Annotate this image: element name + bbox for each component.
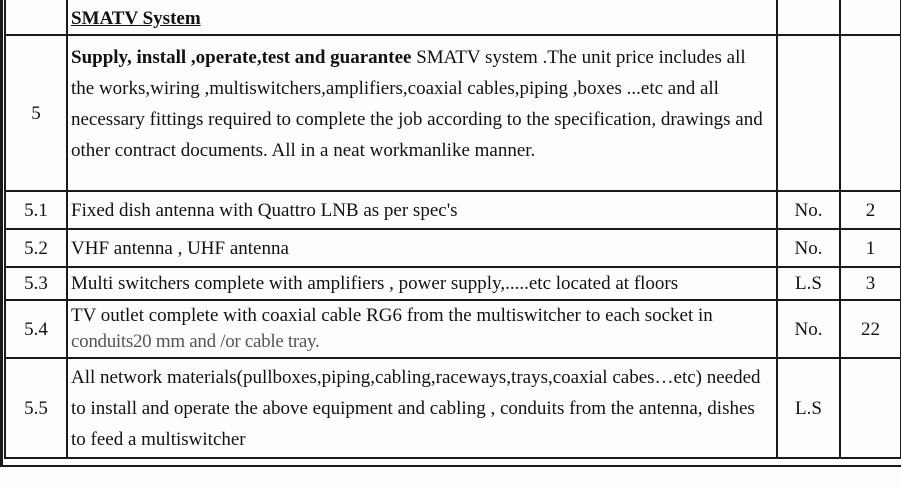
item-unit [777, 35, 840, 191]
item-unit: No. [777, 300, 840, 358]
item-no: 5 [5, 35, 67, 191]
item-unit: No. [777, 229, 840, 267]
table-row [5, 229, 901, 267]
item-description-bold: Supply, install ,operate,test and guarantee [71, 47, 412, 68]
page-left-border [0, 0, 3, 465]
table-row [5, 35, 901, 191]
item-no: 5.4 [5, 300, 67, 358]
table-bottom-border [0, 465, 901, 467]
table-row [5, 191, 901, 229]
item-qty: 22 [840, 300, 901, 358]
table-row [5, 358, 901, 458]
item-qty [840, 35, 901, 191]
item-description-text: SMATV system .The unit price includes all the works,wiring ,multiswitchers,amplifiers,coaxial cables,piping ,boxes ...etc and all necessary fittings required to complete the job according to the specification, drawings and other contract documents. All in a neat workmanlike manner. [71, 47, 763, 161]
item-description [67, 35, 777, 191]
item-unit: No. [777, 191, 840, 229]
item-no: 5.5 [5, 358, 67, 458]
item-no: 5.2 [5, 229, 67, 267]
item-description-line-1: TV outlet complete with coaxial cable RG6 from the multiswitcher to each socket in [71, 305, 713, 326]
item-qty: 1 [840, 229, 901, 267]
item-description [67, 300, 777, 358]
section-title-cell [67, 0, 777, 35]
table-row [5, 300, 901, 358]
item-description: All network materials(pullboxes,piping,cabling,raceways,trays,coaxial cabes…etc) needed to install and operate the above equipment and cabling , conduits from the antenna, dishes to feed a multiswitcher [67, 358, 777, 458]
item-description: Multi switchers complete with amplifiers , power supply,.....etc located at floors [67, 267, 777, 300]
item-no: 5.3 [5, 267, 67, 300]
item-no-cell [5, 0, 67, 35]
item-no: 5.1 [5, 191, 67, 229]
item-description: VHF antenna , UHF antenna [67, 229, 777, 267]
item-description: Fixed dish antenna with Quattro LNB as per spec's [67, 191, 777, 229]
item-qty [840, 358, 901, 458]
item-description-line-2: conduits20 mm and /or cable tray. [71, 331, 320, 352]
table-row-section-title [5, 0, 901, 35]
section-title: SMATV System [71, 7, 201, 29]
item-unit: L.S [777, 358, 840, 458]
item-qty: 2 [840, 191, 901, 229]
table-row [5, 267, 901, 300]
unit-cell [777, 0, 840, 35]
item-unit: L.S [777, 267, 840, 300]
item-qty: 3 [840, 267, 901, 300]
qty-cell [840, 0, 901, 35]
bill-of-quantities-table [4, 0, 901, 459]
